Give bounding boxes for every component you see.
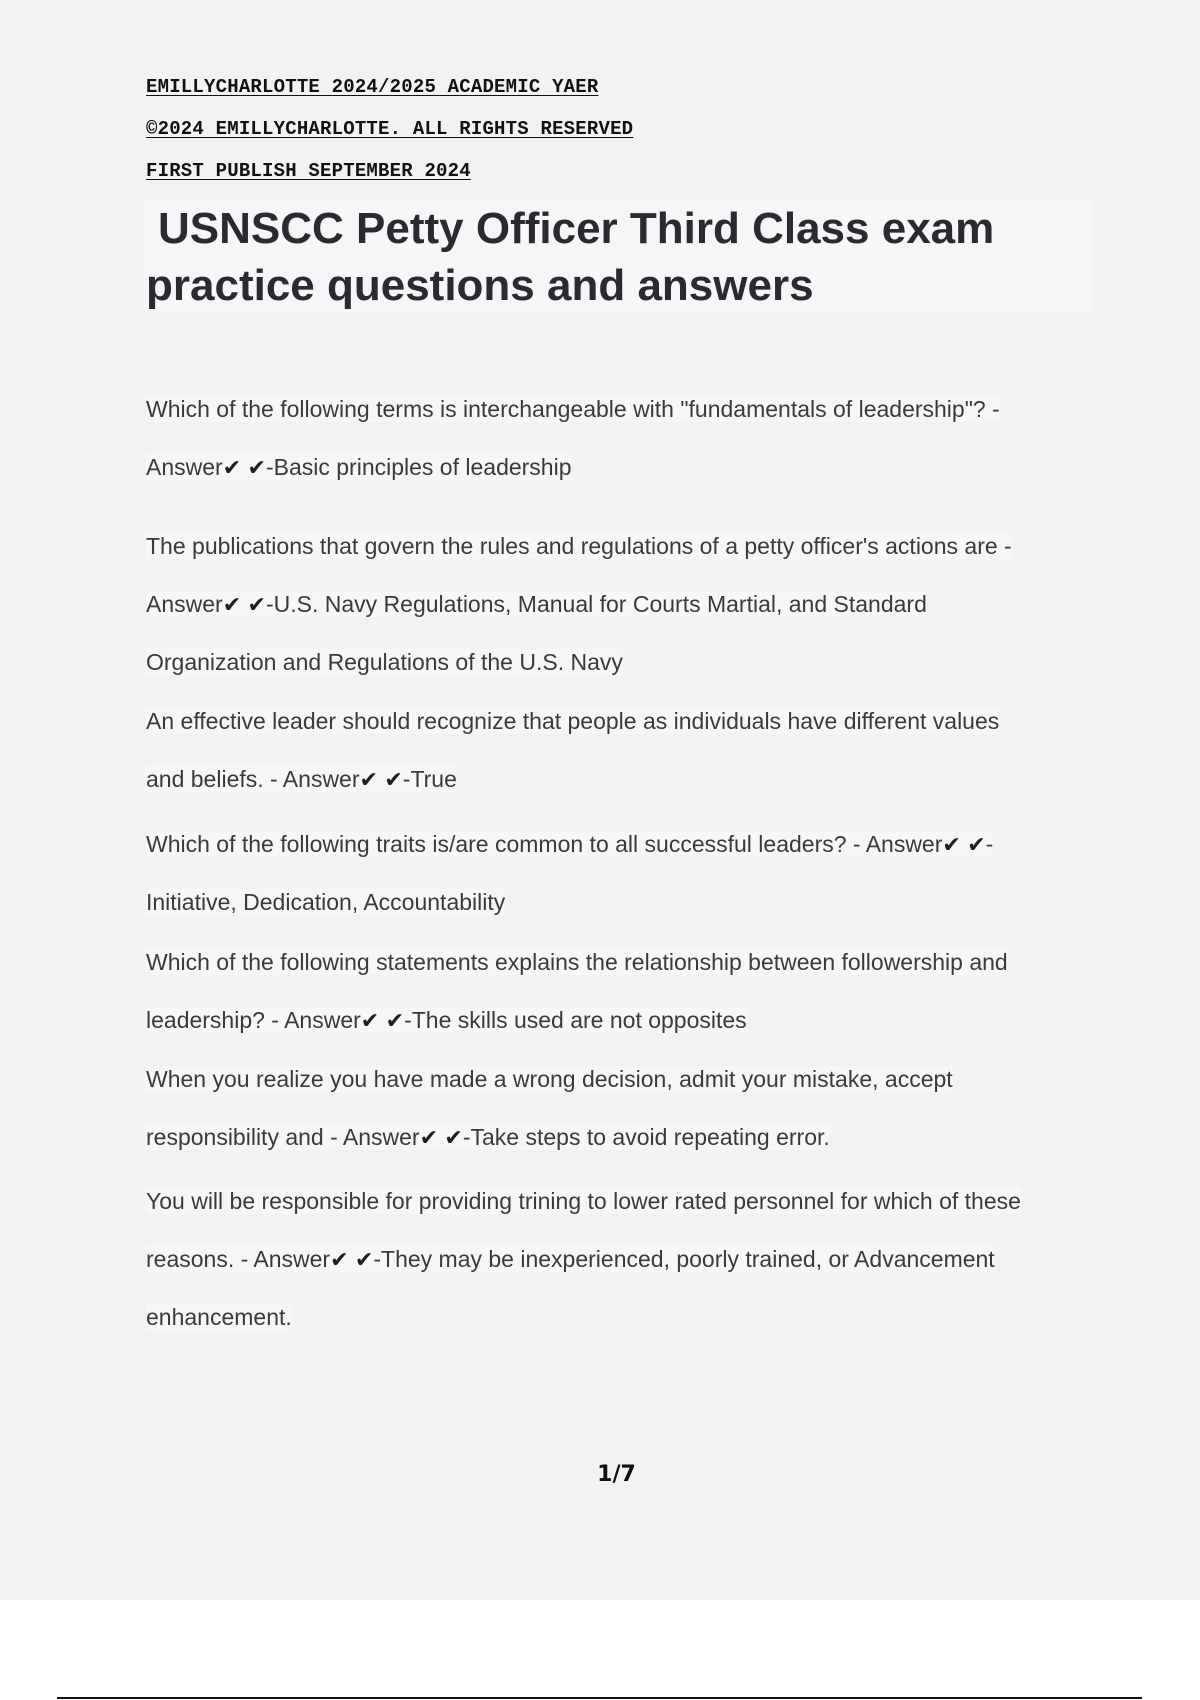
qa-text: Which of the following terms is interchangeable with "fundamentals of leadership"? - [146, 396, 1000, 422]
answer-text: -They may be inexperienced, poorly trained, or Advancement [373, 1246, 995, 1272]
qa-item-3 [146, 692, 1086, 808]
answer-text: -Basic principles of leadership [265, 454, 572, 480]
qa-question-line [146, 815, 1086, 873]
answer-dash: - [985, 831, 994, 857]
qa-text: The publications that govern the rules and regulations of a petty officer's actions are - [146, 533, 1012, 559]
qa-answer-line [146, 633, 1086, 691]
checkmark-icon: ✔ [385, 1009, 405, 1034]
page-title [146, 200, 1092, 314]
title-line-1: USNSCC Petty Officer Third Class exam [158, 204, 995, 253]
checkmark-icon: ✔ [222, 456, 242, 481]
checkmark-icon: ✔ [247, 456, 266, 481]
checkmark-icon: ✔ [354, 1248, 374, 1273]
checkmark-icon: ✔ [942, 833, 961, 858]
answer-text: -Take steps to avoid repeating error. [462, 1124, 830, 1150]
qa-answer-line [146, 575, 1086, 633]
checkmark-icon: ✔ [222, 593, 242, 618]
qa-question-line [146, 380, 1086, 438]
checkmark-icon: ✔ [330, 1248, 349, 1273]
answer-label: and beliefs. - Answer [146, 766, 360, 792]
checkmark-icon: ✔ [247, 593, 266, 618]
qa-item-1 [146, 380, 1086, 496]
qa-question-line [146, 517, 1086, 575]
answer-text: Initiative, Dedication, Accountability [146, 889, 506, 915]
answer-label: Answer [146, 591, 223, 617]
qa-answer-line [146, 1288, 1086, 1346]
header-publish-date: FIRST PUBLISH SEPTEMBER 2024 [146, 160, 471, 182]
checkmark-icon: ✔ [384, 768, 403, 793]
qa-item-5 [146, 933, 1086, 1049]
title-line-2: practice questions and answers [146, 261, 814, 310]
qa-answer-line [146, 750, 1086, 808]
answer-text: enhancement. [146, 1304, 292, 1330]
qa-item-2 [146, 517, 1086, 691]
qa-text: You will be responsible for providing trining to lower rated personnel for which of these [146, 1188, 1021, 1214]
answer-text: -U.S. Navy Regulations, Manual for Courts Martial, and Standard [265, 591, 927, 617]
answer-label: reasons. - Answer [146, 1246, 331, 1272]
qa-answer-line [146, 438, 1086, 496]
checkmark-icon: ✔ [967, 833, 986, 858]
qa-item-7 [146, 1172, 1086, 1346]
answer-text: -The skills used are not opposites [404, 1007, 747, 1033]
answer-text: Organization and Regulations of the U.S. Navy [146, 649, 623, 675]
header-academic-year: EMILLYCHARLOTTE 2024/2025 ACADEMIC YAER [146, 76, 599, 98]
qa-answer-line [146, 873, 1086, 931]
qa-question-line [146, 1050, 1086, 1108]
answer-label: Answer [146, 454, 223, 480]
qa-question-line [146, 933, 1086, 991]
footer-divider [57, 1697, 1142, 1699]
checkmark-icon: ✔ [419, 1126, 439, 1151]
qa-answer-line [146, 1230, 1086, 1288]
checkmark-icon: ✔ [359, 768, 378, 793]
qa-text: Which of the following statements explains the relationship between followership and [146, 949, 1008, 975]
answer-text: -True [402, 766, 457, 792]
qa-answer-line [146, 1108, 1086, 1166]
qa-answer-line [146, 991, 1086, 1049]
answer-label: leadership? - Answer [146, 1007, 361, 1033]
qa-item-6 [146, 1050, 1086, 1166]
checkmark-icon: ✔ [444, 1126, 463, 1151]
qa-text: An effective leader should recognize that people as individuals have different values [146, 708, 1000, 734]
qa-question-line [146, 692, 1086, 750]
qa-item-4 [146, 815, 1086, 931]
answer-label: responsibility and - Answer [146, 1124, 420, 1150]
page-number: 1/7 [597, 1462, 636, 1487]
qa-question-line [146, 1172, 1086, 1230]
qa-text: When you realize you have made a wrong decision, admit your mistake, accept [146, 1066, 953, 1092]
checkmark-icon: ✔ [360, 1009, 380, 1034]
header-copyright: ©2024 EMILLYCHARLOTTE. ALL RIGHTS RESERVED [146, 118, 634, 140]
qa-text: Which of the following traits is/are common to all successful leaders? - Answer [146, 831, 943, 857]
